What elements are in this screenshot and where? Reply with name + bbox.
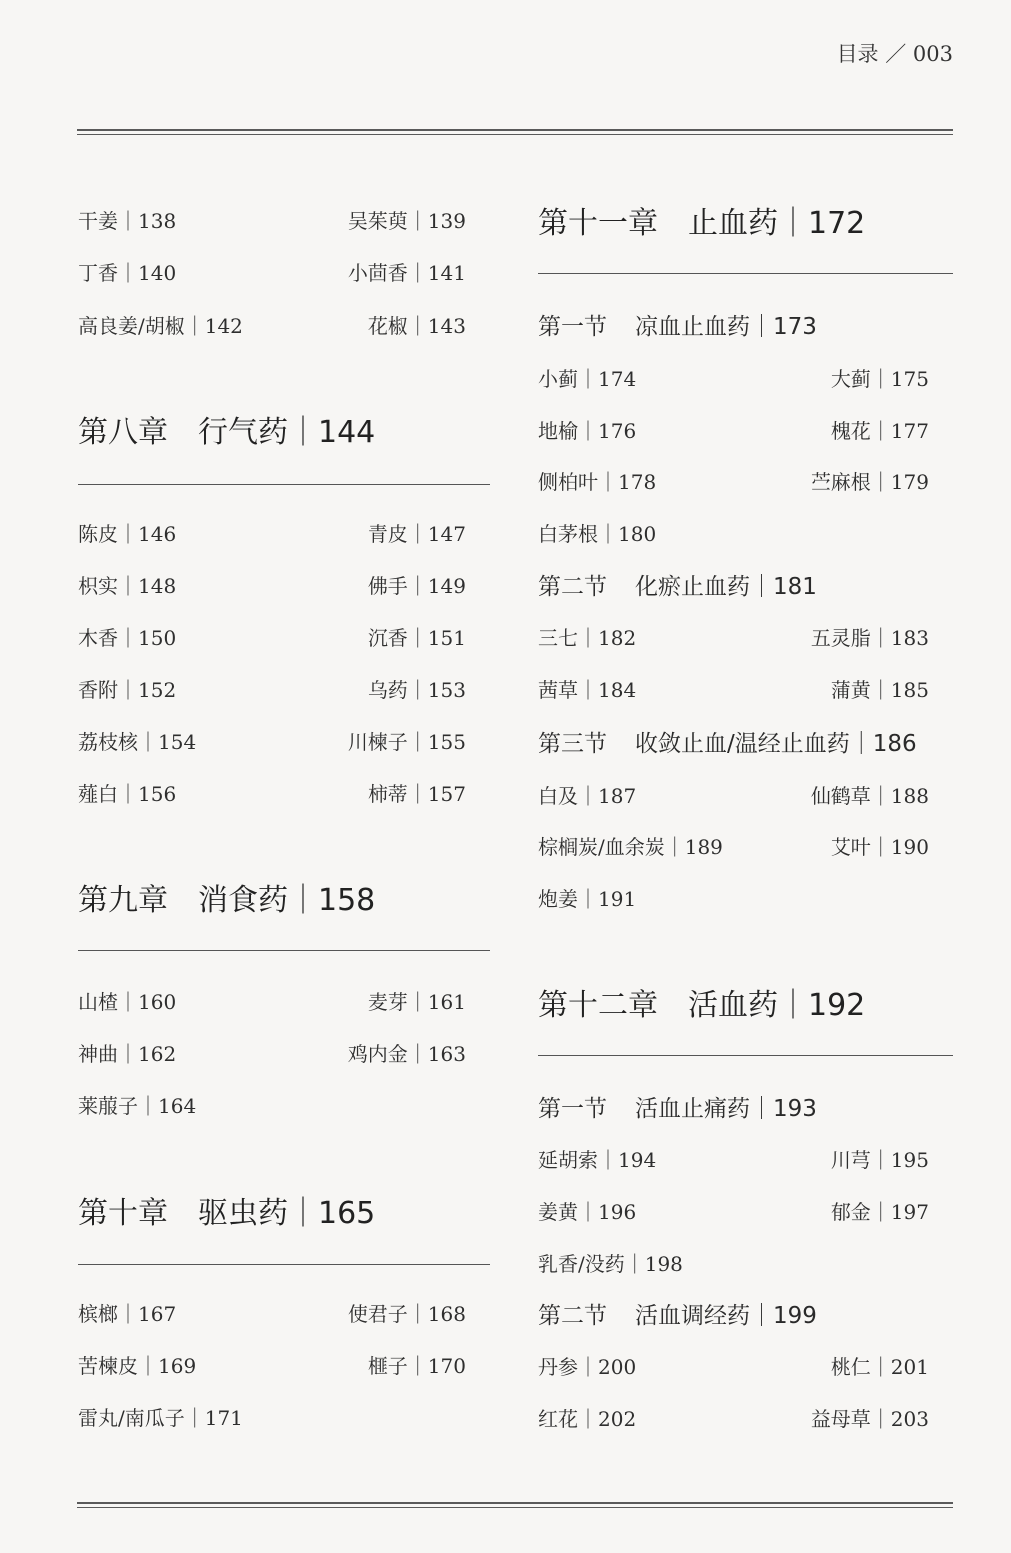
toc-entry[interactable]: 五灵脂｜183 [810, 626, 929, 650]
toc-entry[interactable]: 川楝子｜155 [347, 730, 466, 754]
toc-entry[interactable]: 佛手｜149 [367, 574, 466, 598]
section-number: 第二节 [538, 1303, 607, 1329]
chapter-rule [78, 950, 490, 951]
toc-entry[interactable]: 薤白｜156 [78, 782, 177, 806]
section-number: 第二节 [538, 574, 607, 600]
chapter-heading[interactable] [78, 879, 375, 923]
section-number: 第三节 [538, 731, 607, 757]
toc-entry[interactable]: 沉香｜151 [367, 626, 466, 650]
toc-entry[interactable]: 棕榈炭/血余炭｜189 [538, 835, 723, 859]
toc-entry[interactable]: 乌药｜153 [367, 678, 466, 702]
toc-entry[interactable]: 陈皮｜146 [78, 522, 177, 546]
chapter-title: 消食药｜158 [198, 883, 376, 918]
chapter-number: 第八章 [78, 415, 168, 450]
toc-entry[interactable]: 三七｜182 [538, 626, 637, 650]
toc-entry[interactable]: 枳实｜148 [78, 574, 177, 598]
toc-entry[interactable]: 苎麻根｜179 [810, 470, 929, 494]
chapter-title: 活血药｜192 [688, 988, 866, 1023]
toc-entry[interactable]: 地榆｜176 [538, 419, 637, 443]
toc-entry[interactable]: 丹参｜200 [538, 1355, 637, 1379]
toc-entry[interactable]: 榧子｜170 [367, 1354, 466, 1378]
toc-entry[interactable]: 仙鹤草｜188 [810, 784, 929, 808]
chapter-title: 止血药｜172 [688, 206, 866, 241]
section-heading[interactable] [538, 727, 917, 761]
toc-entry[interactable]: 干姜｜138 [78, 209, 177, 233]
section-title: 凉血止血药｜173 [635, 314, 817, 340]
toc-entry[interactable]: 神曲｜162 [78, 1042, 177, 1066]
toc-entry[interactable]: 益母草｜203 [810, 1407, 929, 1431]
toc-entry[interactable]: 苦楝皮｜169 [78, 1354, 197, 1378]
toc-entry[interactable]: 红花｜202 [538, 1407, 637, 1431]
section-heading[interactable] [538, 1299, 817, 1333]
chapter-rule [78, 484, 490, 485]
toc-entry[interactable]: 荔枝核｜154 [78, 730, 197, 754]
section-number: 第一节 [538, 314, 607, 340]
chapter-number: 第九章 [78, 883, 168, 918]
section-heading[interactable] [538, 1092, 817, 1126]
toc-entry[interactable]: 香附｜152 [78, 678, 177, 702]
bottom-double-rule [77, 1502, 953, 1508]
toc-entry[interactable]: 槐花｜177 [830, 419, 929, 443]
toc-entry[interactable]: 青皮｜147 [367, 522, 466, 546]
top-double-rule [77, 129, 953, 135]
section-heading[interactable] [538, 570, 817, 604]
toc-entry[interactable]: 柿蒂｜157 [367, 782, 466, 806]
toc-entry[interactable]: 使君子｜168 [347, 1302, 466, 1326]
toc-entry[interactable]: 白茅根｜180 [538, 522, 657, 546]
toc-entry[interactable]: 桃仁｜201 [830, 1355, 929, 1379]
toc-entry[interactable]: 雷丸/南瓜子｜171 [78, 1406, 243, 1430]
toc-entry[interactable]: 延胡索｜194 [538, 1148, 657, 1172]
toc-entry[interactable]: 白及｜187 [538, 784, 637, 808]
toc-entry[interactable]: 鸡内金｜163 [347, 1042, 466, 1066]
toc-entry[interactable]: 姜黄｜196 [538, 1200, 637, 1224]
chapter-title: 驱虫药｜165 [198, 1196, 376, 1231]
section-title: 活血调经药｜199 [635, 1303, 817, 1329]
chapter-number: 第十一章 [538, 206, 658, 241]
toc-entry[interactable]: 茜草｜184 [538, 678, 637, 702]
chapter-heading[interactable] [78, 1192, 375, 1236]
section-title: 化瘀止血药｜181 [635, 574, 817, 600]
toc-entry[interactable]: 大蓟｜175 [830, 367, 929, 391]
toc-entry[interactable]: 麦芽｜161 [367, 990, 466, 1014]
chapter-number: 第十二章 [538, 988, 658, 1023]
toc-entry[interactable]: 炮姜｜191 [538, 887, 637, 911]
toc-entry[interactable]: 川芎｜195 [830, 1148, 929, 1172]
chapter-heading[interactable] [538, 202, 865, 246]
toc-entry[interactable]: 山楂｜160 [78, 990, 177, 1014]
section-title: 收敛止血/温经止血药｜186 [635, 731, 917, 757]
section-title: 活血止痛药｜193 [635, 1096, 817, 1122]
toc-entry[interactable]: 乳香/没药｜198 [538, 1252, 683, 1276]
toc-entry[interactable]: 侧柏叶｜178 [538, 470, 657, 494]
toc-entry[interactable]: 木香｜150 [78, 626, 177, 650]
toc-entry[interactable]: 小茴香｜141 [347, 261, 466, 285]
toc-entry[interactable]: 艾叶｜190 [830, 835, 929, 859]
toc-entry[interactable]: 蒲黄｜185 [830, 678, 929, 702]
chapter-title: 行气药｜144 [198, 415, 376, 450]
page-header: 目录 ／ 003 [836, 42, 953, 66]
toc-entry[interactable]: 槟榔｜167 [78, 1302, 177, 1326]
section-number: 第一节 [538, 1096, 607, 1122]
toc-entry[interactable]: 高良姜/胡椒｜142 [78, 314, 243, 338]
chapter-rule [538, 1055, 953, 1056]
toc-entry[interactable]: 丁香｜140 [78, 261, 177, 285]
chapter-heading[interactable] [538, 984, 865, 1028]
section-heading[interactable] [538, 310, 817, 344]
toc-entry[interactable]: 小蓟｜174 [538, 367, 637, 391]
toc-entry[interactable]: 莱菔子｜164 [78, 1094, 197, 1118]
chapter-rule [538, 273, 953, 274]
toc-entry[interactable]: 吴茱萸｜139 [347, 209, 466, 233]
toc-entry[interactable]: 花椒｜143 [367, 314, 466, 338]
chapter-number: 第十章 [78, 1196, 168, 1231]
toc-entry[interactable]: 郁金｜197 [830, 1200, 929, 1224]
chapter-heading[interactable] [78, 411, 375, 455]
chapter-rule [78, 1264, 490, 1265]
